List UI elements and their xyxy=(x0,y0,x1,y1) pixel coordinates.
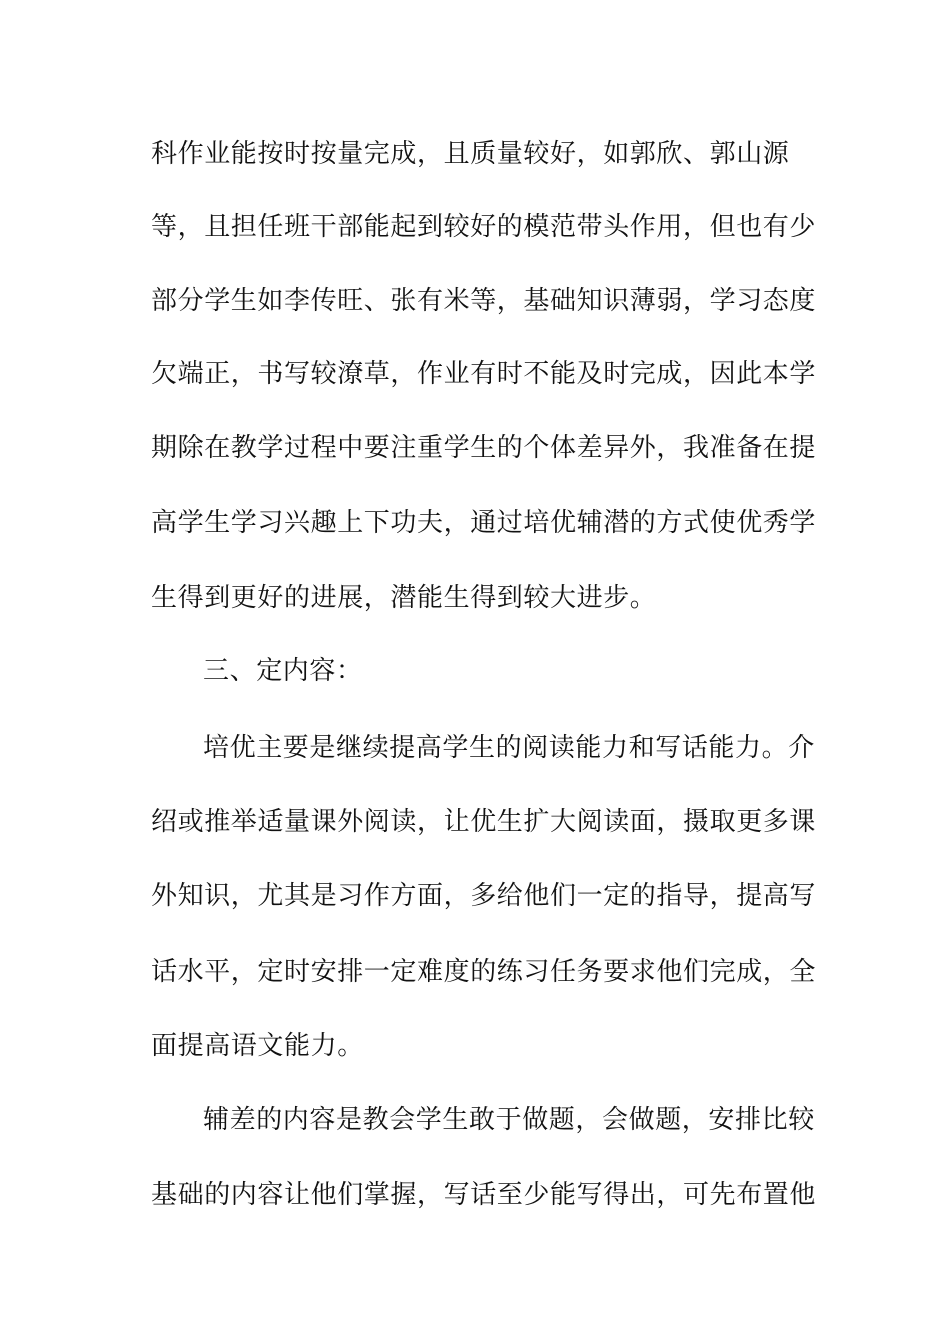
paragraph-line: 等，且担任班干部能起到较好的模范带头作用，但也有少 xyxy=(151,212,817,242)
paragraph-line: 辅差的内容是教会学生敢于做题，会做题，安排比较 xyxy=(203,1105,815,1135)
paragraph-line: 绍或推举适量课外阅读，让优生扩大阅读面，摄取更多课 xyxy=(151,807,817,837)
paragraph-line: 生得到更好的进展，潜能生得到较大进步。 xyxy=(151,583,657,613)
paragraph-line: 面提高语文能力。 xyxy=(151,1031,364,1061)
paragraph-line: 欠端正，书写较潦草，作业有时不能及时完成，因此本学 xyxy=(151,359,817,389)
paragraph-line: 培优主要是继续提高学生的阅读能力和写话能力。介 xyxy=(203,733,815,763)
paragraph-line: 部分学生如李传旺、张有米等，基础知识薄弱，学习态度 xyxy=(151,286,817,316)
paragraph-line: 科作业能按时按量完成，且质量较好，如郭欣、郭山源 xyxy=(151,139,790,169)
paragraph-line: 基础的内容让他们掌握，写话至少能写得出，可先布置他 xyxy=(151,1180,817,1210)
paragraph-line: 高学生学习兴趣上下功夫，通过培优辅潜的方式使优秀学 xyxy=(151,508,817,538)
section-heading: 三、定内容： xyxy=(203,656,363,686)
paragraph-line: 话水平，定时安排一定难度的练习任务要求他们完成，全 xyxy=(151,957,817,987)
paragraph-line: 期除在教学过程中要注重学生的个体差异外，我准备在提 xyxy=(151,433,817,463)
paragraph-line: 外知识，尤其是习作方面，多给他们一定的指导，提高写 xyxy=(151,881,817,911)
